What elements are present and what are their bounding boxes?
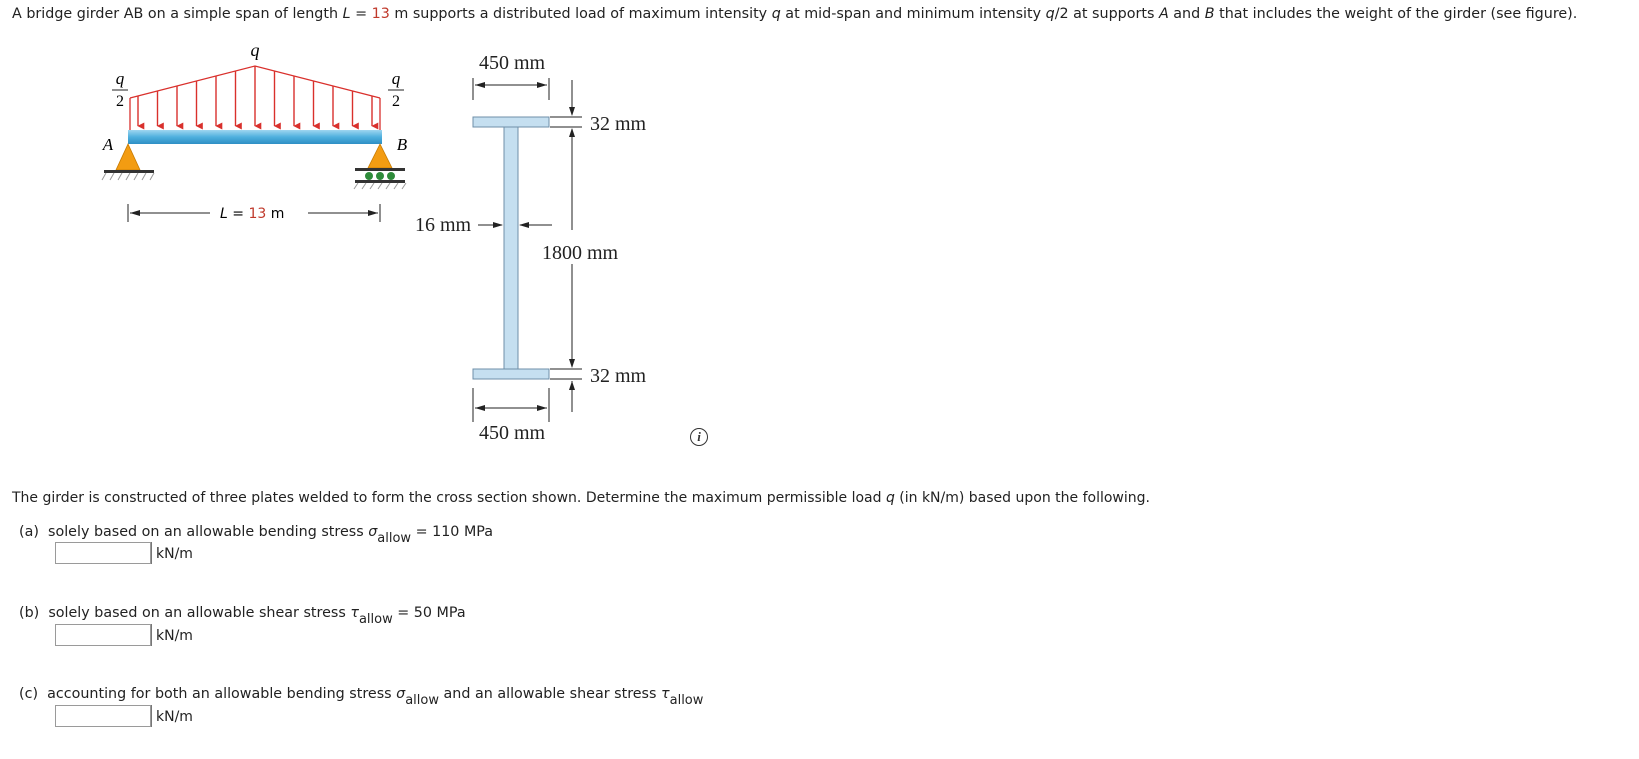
subscript-allow: allow	[405, 693, 439, 708]
support-label-A: A	[102, 135, 114, 154]
sigma-symbol: σ	[396, 686, 406, 702]
intro-L-value: 13	[371, 6, 390, 22]
intro-text: /2 at supports	[1054, 6, 1159, 22]
fraction-denominator: 2	[392, 93, 400, 110]
load-label-left	[112, 69, 128, 110]
part-text: solely based on an allowable bending stress	[48, 524, 369, 540]
web-plate	[504, 127, 518, 369]
intro-B-symbol: B	[1204, 6, 1215, 22]
answer-b-input[interactable]	[55, 624, 151, 646]
answer-c-unit: kN/m	[156, 709, 193, 725]
info-icon[interactable]: i	[690, 428, 708, 446]
span-label	[220, 206, 284, 222]
span-unit: m	[266, 206, 285, 222]
intro-text: and	[1168, 6, 1205, 22]
part-value: = 50 MPa	[392, 605, 466, 621]
fraction-numerator: q	[391, 69, 401, 88]
part-a-prompt	[19, 524, 494, 546]
web-height-label: 1800 mm	[542, 242, 619, 264]
intro-text: that includes the weight of the girder (see figure).	[1214, 6, 1578, 22]
web-thickness-label: 16 mm	[415, 214, 472, 236]
bottom-flange	[473, 369, 549, 379]
answer-a-input[interactable]	[55, 542, 151, 564]
span-L-symbol: L	[220, 206, 228, 222]
tau-symbol: τ	[350, 605, 359, 621]
intro-text: m supports a distributed load of maximum intensity	[389, 6, 772, 22]
subscript-allow: allow	[377, 531, 412, 546]
distributed-load	[130, 66, 380, 130]
girder-beam	[128, 130, 382, 144]
fraction-numerator: q	[115, 69, 125, 88]
sigma-symbol: σ	[368, 524, 378, 540]
intro-q-symbol: q	[771, 6, 781, 22]
part-c-prompt	[19, 686, 704, 708]
part-text: accounting for both an allowable bending stress	[47, 686, 397, 702]
intro-text: A bridge girder AB on a simple span of length	[12, 6, 343, 22]
statement-text: (in kN/m) based upon the following.	[894, 490, 1150, 506]
load-label-mid: q	[250, 40, 260, 60]
part-b-prompt	[19, 605, 466, 627]
answer-a-unit: kN/m	[156, 546, 193, 562]
intro-q-symbol: q	[1045, 6, 1055, 22]
intro-L-symbol: L	[342, 6, 351, 22]
problem-intro	[12, 6, 1577, 22]
subscript-allow: allow	[358, 612, 393, 627]
intro-A-symbol: A	[1158, 6, 1169, 22]
part-label: (b)	[19, 605, 40, 621]
input-divider	[151, 542, 152, 564]
problem-statement	[12, 490, 1150, 506]
fraction-denominator: 2	[116, 93, 124, 110]
top-flange-thickness-label: 32 mm	[590, 113, 647, 135]
girder-figure	[90, 40, 680, 460]
top-flange-width-label: 450 mm	[478, 52, 546, 74]
subscript-allow: allow	[669, 693, 704, 708]
span-equals: =	[227, 206, 249, 222]
answer-b-unit: kN/m	[156, 628, 193, 644]
intro-text: at mid-span and minimum intensity	[780, 6, 1046, 22]
input-divider	[151, 705, 152, 727]
answer-c-input[interactable]	[55, 705, 151, 727]
part-text: solely based on an allowable shear stress	[48, 605, 351, 621]
statement-text: The girder is constructed of three plates welded to form the cross section shown. Determine the maximum permissible load	[12, 490, 886, 506]
part-label: (c)	[19, 686, 39, 702]
part-value: = 110 MPa	[411, 524, 494, 540]
bottom-flange-width-label: 450 mm	[478, 422, 546, 444]
part-text: and an allowable shear stress	[439, 686, 661, 702]
bottom-flange-thickness-label: 32 mm	[590, 365, 647, 387]
load-label-right	[388, 69, 404, 110]
top-flange	[473, 117, 549, 127]
part-label: (a)	[19, 524, 39, 540]
cross-section	[473, 117, 549, 379]
span-value: 13	[248, 206, 267, 222]
input-divider	[151, 624, 152, 646]
intro-equals: =	[350, 6, 372, 22]
statement-q-symbol: q	[885, 490, 895, 506]
tau-symbol: τ	[661, 686, 670, 702]
support-label-B: B	[396, 135, 408, 154]
